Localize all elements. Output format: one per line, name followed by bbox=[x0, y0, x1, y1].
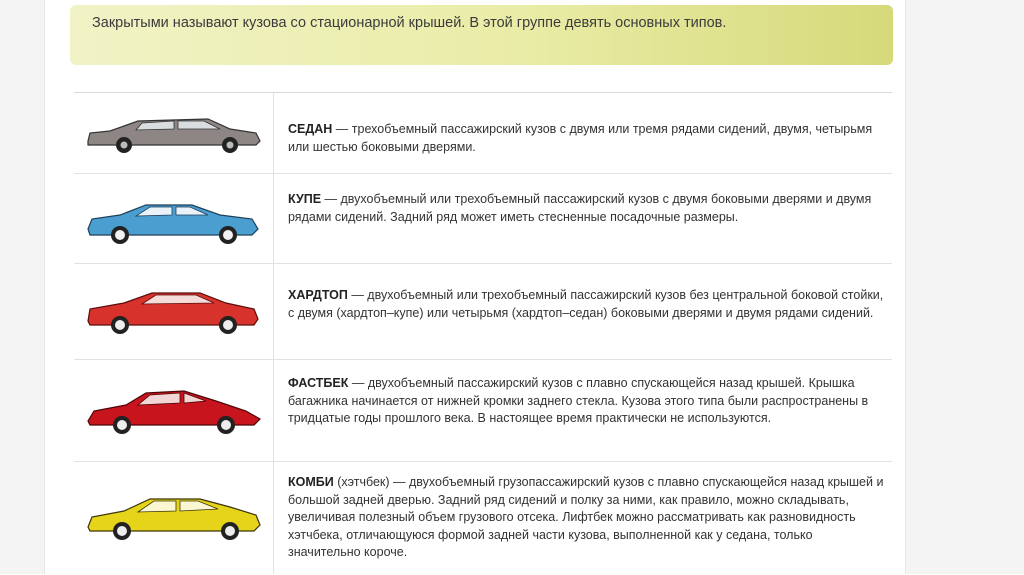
list-item bbox=[74, 263, 892, 360]
body-types-list bbox=[74, 92, 892, 575]
list-item bbox=[74, 173, 892, 264]
body-type-description: КОМБИ (хэтчбек) — двухобъемный грузопассажирский кузов с плавно спускающейся назад крышей и большой задней дверью. Задний ряд сидений и полку за ними, как правило, можно складывать, увеличивая полезный объем грузового отсека. Лифтбек можно рассматривать как разновидность хэтчбека, отличающуюся формой задней части кузова, выполненной как у седана, только значительно короче. bbox=[288, 475, 884, 559]
body-type-description: ХАРДТОП — двухобъемный или трехобъемный пассажирский кузов без центральной боковой стойки, с двумя (хардтоп–купе) или четырьмя (хардтоп–седан) боковыми дверями и двумя рядами сидений. bbox=[288, 288, 884, 320]
right-margin bbox=[905, 0, 1024, 574]
body-type-name: КОМБИ bbox=[288, 475, 334, 489]
car-image-kombi bbox=[74, 461, 274, 574]
car-image-hardtop bbox=[74, 263, 274, 359]
list-item bbox=[74, 359, 892, 462]
intro-banner bbox=[70, 5, 893, 65]
car-image-sedan bbox=[74, 93, 274, 173]
left-margin bbox=[0, 0, 45, 574]
car-image-coupe bbox=[74, 173, 274, 263]
car-image-fastback bbox=[74, 359, 274, 461]
body-type-name: КУПЕ bbox=[288, 192, 322, 206]
list-item bbox=[74, 93, 892, 174]
list-item bbox=[74, 461, 892, 574]
body-type-name: СЕДАН bbox=[288, 122, 333, 136]
body-type-name: ХАРДТОП bbox=[288, 288, 348, 302]
body-type-name: ФАСТБЕК bbox=[288, 376, 349, 390]
body-type-description: ФАСТБЕК — двухобъемный пассажирский кузов с плавно спускающейся назад крышей. Крышка багажника начинается от нижней кромки заднего стекла. Кузова этого типа были распространены в тридцатые годы прошлого века. В настоящее время практически не используются. bbox=[288, 376, 869, 425]
intro-text: Закрытыми называют кузова со стационарной крышей. В этой группе девять основных типов. bbox=[92, 15, 727, 31]
body-type-description: КУПЕ — двухобъемный или трехобъемный пассажирский кузов с двумя боковыми дверями и двумя рядами сидений. Задний ряд может иметь стесненные посадочные размеры. bbox=[288, 192, 872, 224]
body-type-description: СЕДАН — трехобъемный пассажирский кузов с двумя или тремя рядами сидений, двумя, четырьмя или шестью боковыми дверями. bbox=[288, 122, 873, 154]
